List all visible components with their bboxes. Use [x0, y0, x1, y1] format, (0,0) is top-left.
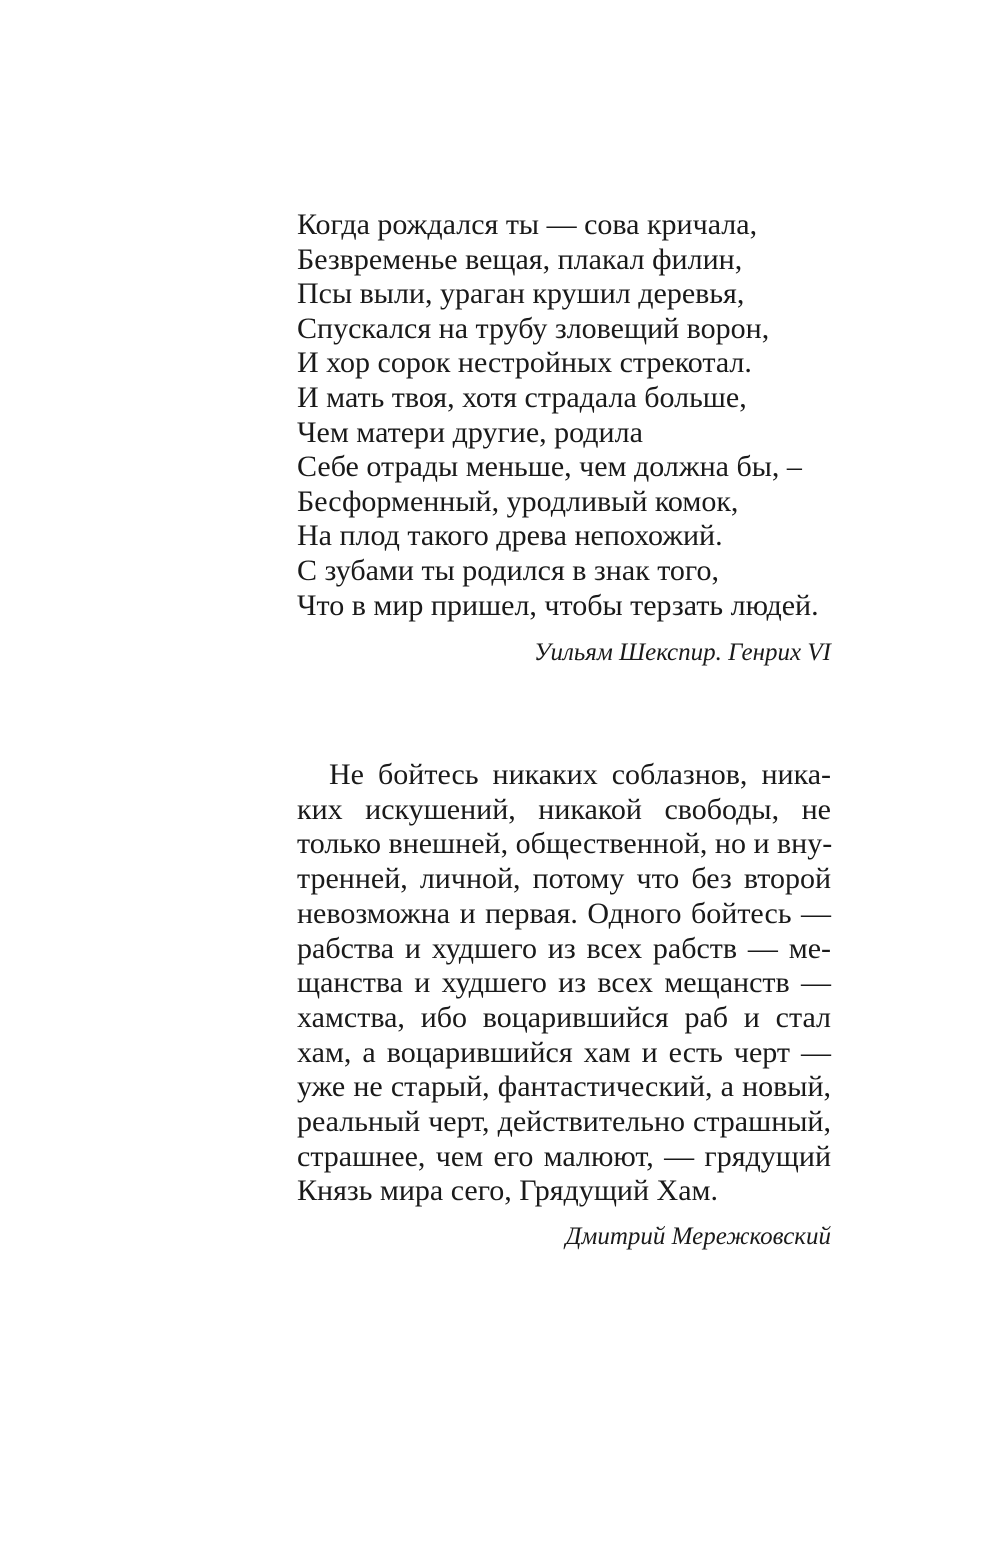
- verse-line: С зубами ты родился в знак того,: [297, 553, 719, 587]
- verse-line: На плод такого древа непохожий.: [297, 519, 723, 553]
- verse-line: Что в мир пришел, чтобы терзать людей.: [297, 588, 819, 622]
- prose-line: хам, а воцарившийся хам и есть черт —: [297, 1035, 831, 1069]
- verse-line: Когда рождался ты — сова кричала,: [297, 208, 758, 241]
- prose-line: щанства и худшего из всех мещанств —: [297, 966, 831, 1000]
- prose-line: невозможна и первая. Одного бойтесь —: [297, 896, 831, 930]
- prose-attribution: Дмитрий Мережковский: [565, 1223, 831, 1251]
- verse-line: Безвременье вещая, плакал филин,: [297, 242, 743, 276]
- verse-line: Бесформенный, уродливый комок,: [297, 484, 739, 518]
- verse-line: Себе отрады меньше, чем должна бы, –: [297, 450, 802, 484]
- prose-line: хамства, ибо воцарившийся раб и стал: [297, 1000, 831, 1034]
- prose-line: Князь мира сего, Грядущий Хам.: [297, 1174, 718, 1208]
- prose-line: тренней, личной, потому что без второй: [297, 862, 831, 896]
- verse-line: И мать твоя, хотя страдала больше,: [297, 380, 747, 414]
- prose-epigraph: [297, 758, 831, 1251]
- verse-line: Чем матери другие, родила: [297, 415, 643, 449]
- verse-line: Псы выли, ураган крушил деревья,: [297, 277, 745, 311]
- prose-line: страшнее, чем его малюют, — грядущий: [297, 1139, 831, 1173]
- verse-line: И хор сорок нестройных стрекотал.: [297, 346, 752, 380]
- prose-line: уже не старый, фантастический, а новый,: [297, 1070, 831, 1104]
- verse-line: Спускался на трубу зловещий ворон,: [297, 311, 770, 345]
- prose-line: реальный черт, действительно страшный,: [297, 1105, 831, 1139]
- prose-line: ких искушений, никакой свободы, не: [297, 792, 831, 826]
- prose-line: рабства и худшего из всех рабств — ме-: [297, 931, 831, 965]
- verse-epigraph: [297, 208, 831, 667]
- verse-attribution: Уильям Шекспир. Генрих VI: [534, 639, 831, 667]
- prose-line: только внешней, общественной, но и вну-: [297, 827, 833, 861]
- prose-line: Не бойтесь никаких соблазнов, ника-: [329, 758, 831, 791]
